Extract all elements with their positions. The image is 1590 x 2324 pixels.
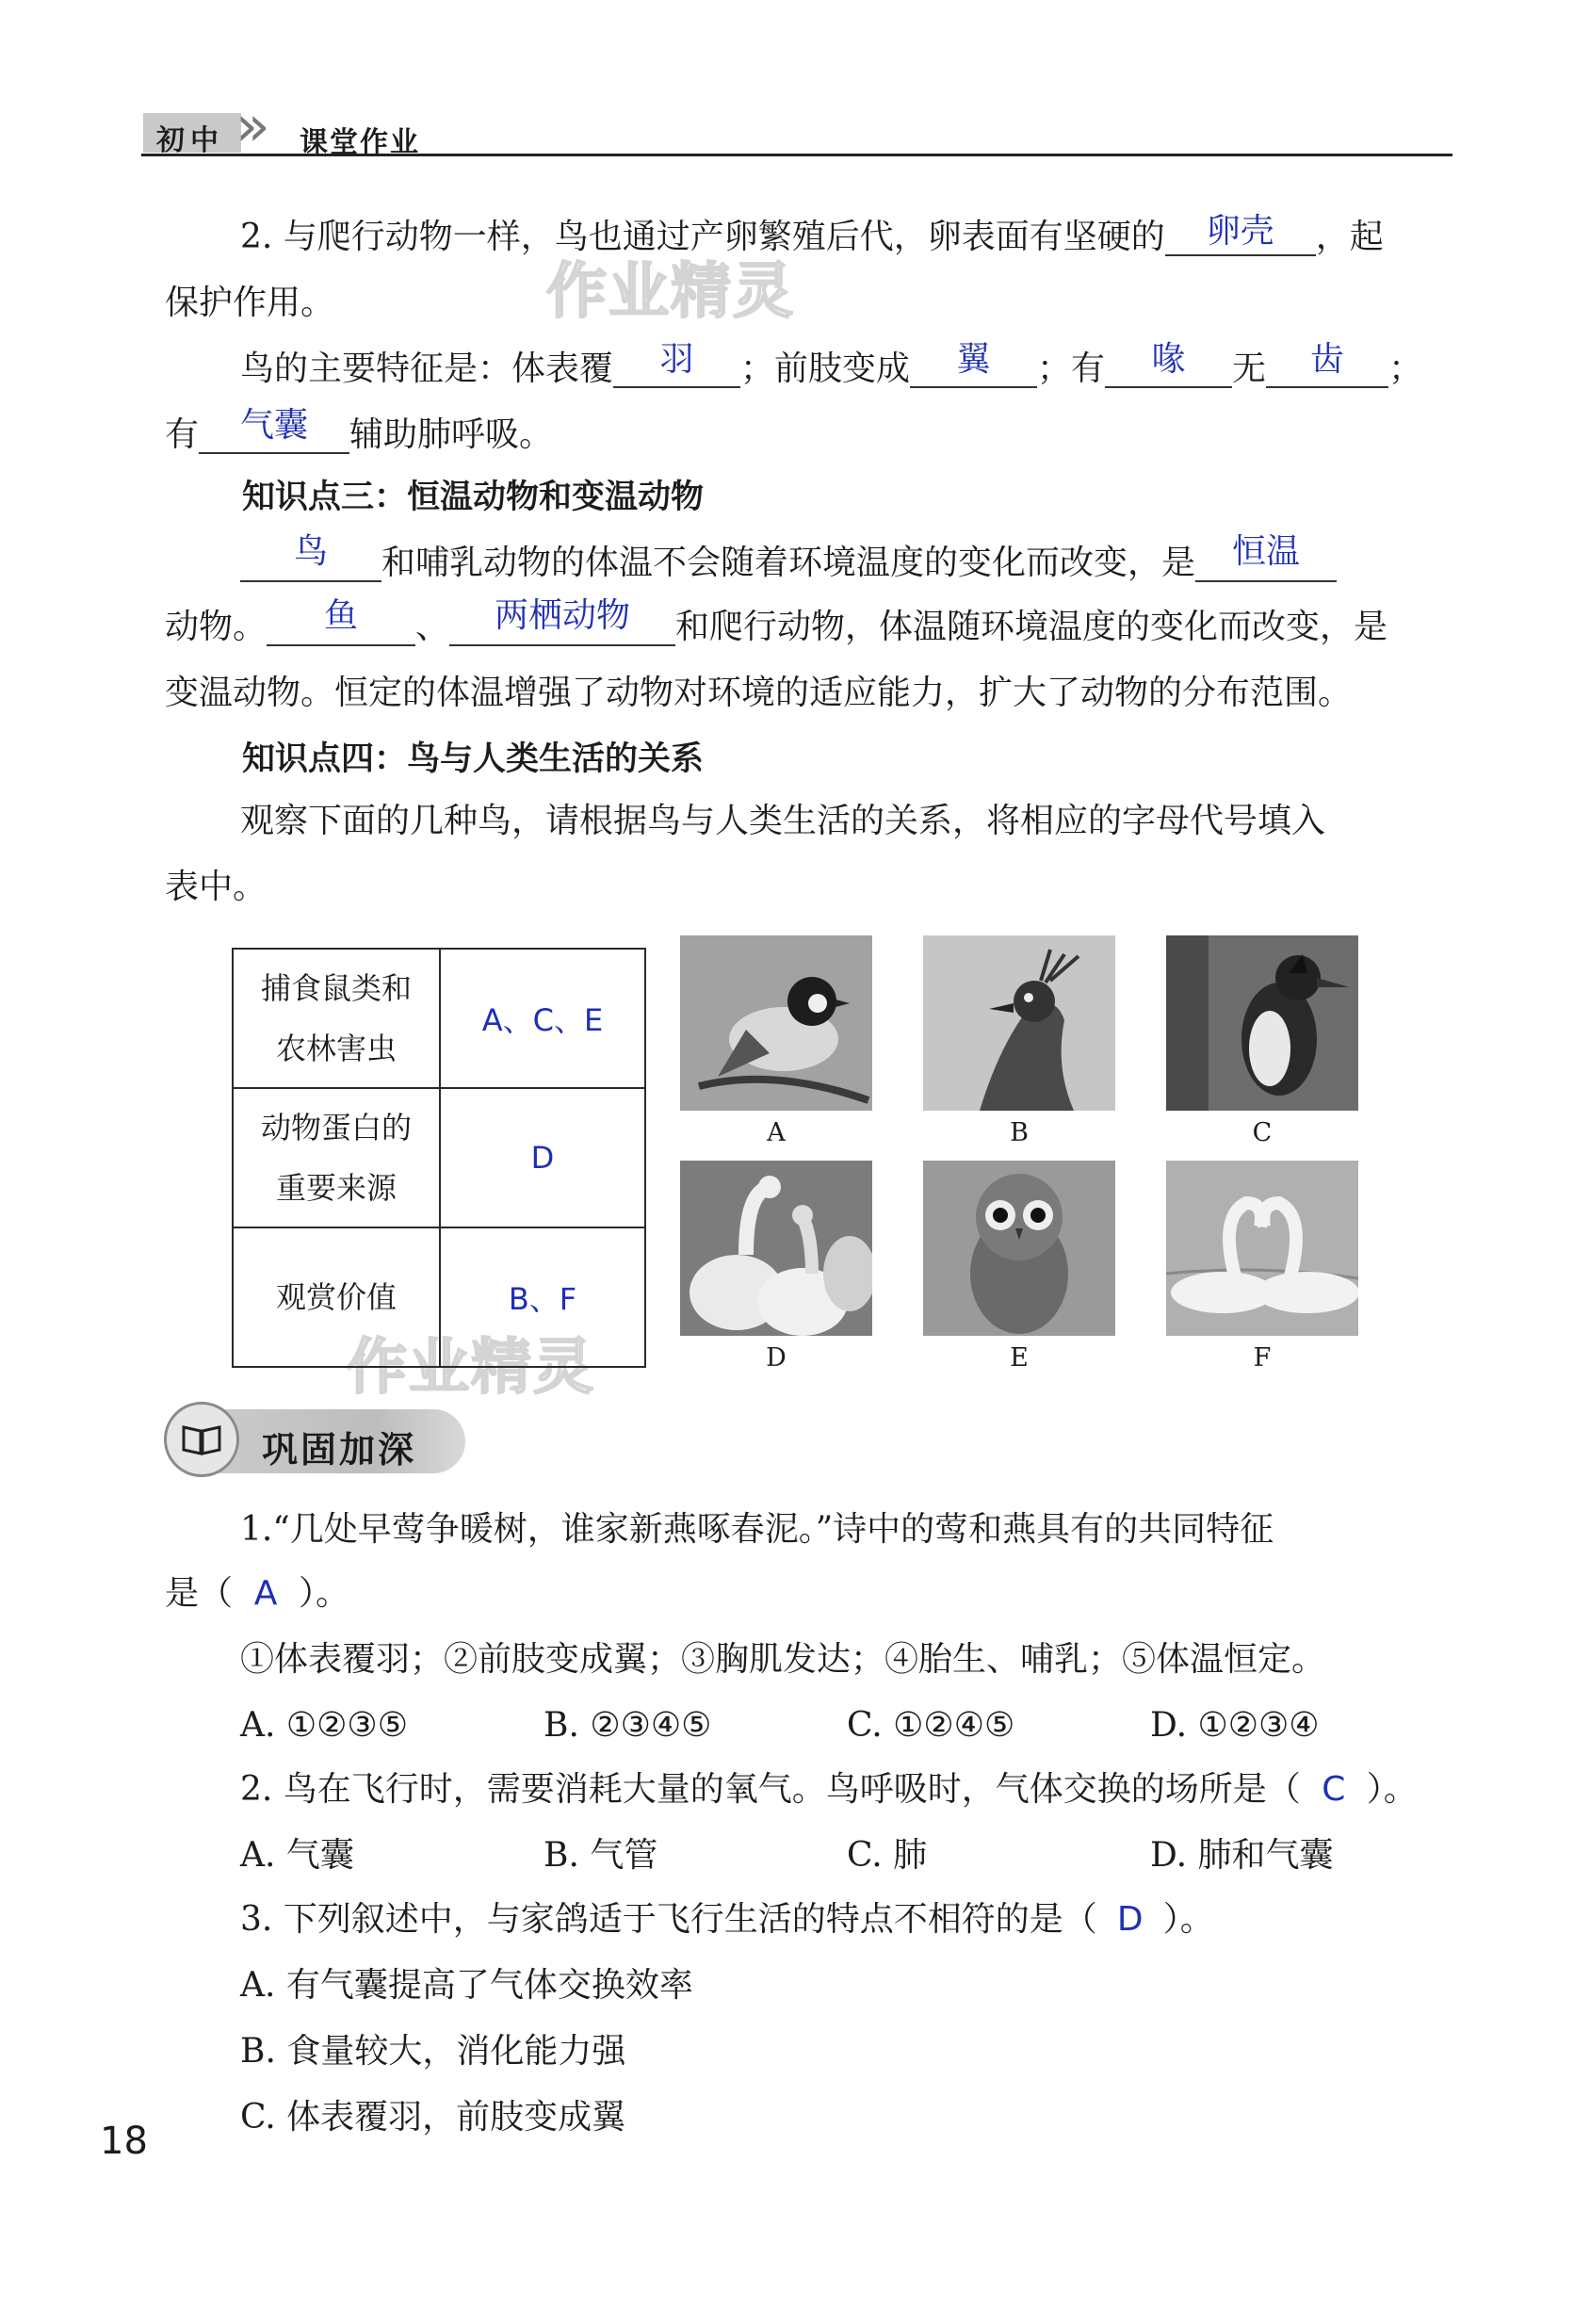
q1-option-b: B. ②③④⑤ (544, 1706, 712, 1745)
table-row (233, 1088, 645, 1227)
photo-caption: D (766, 1343, 787, 1373)
answer-airsac: 气囊 (240, 406, 309, 445)
q1-option-d: D. ①②③④ (1150, 1706, 1320, 1745)
q3-stem: 3. 下列叙述中，与家鸽适于飞行生活的特点不相符的是（ D ）。 (240, 1900, 1214, 1939)
q2-option-d: D. 肺和气囊 (1150, 1836, 1334, 1875)
bird-photo-b (923, 935, 1115, 1111)
para2-line2: 有 气囊 辅助肺呼吸。 (165, 406, 554, 454)
table-row (233, 1227, 645, 1367)
answer-beak: 喙 (1151, 340, 1186, 379)
page-number: 18 (100, 2120, 148, 2163)
table-row-value: B、F (440, 1227, 645, 1367)
answer-fish: 鱼 (324, 596, 359, 635)
table-row (233, 949, 645, 1088)
para2-line1: 鸟的主要特征是：体表覆 羽 ；前肢变成 翼 ；有 喙 无 齿 ； (240, 340, 1423, 388)
q3-option-b: B. 食量较大，消化能力强 (240, 2032, 626, 2071)
q1-line2: 是（ A ）。 (165, 1574, 350, 1613)
q3-answer: D (1116, 1900, 1144, 1939)
kp4-line1: 观察下面的几种鸟，请根据鸟与人类生活的关系，将相应的字母代号填入 (240, 802, 1326, 840)
kp4-line2: 表中。 (165, 868, 268, 906)
watermark: 作业精灵 (347, 1333, 595, 1403)
answer-wing: 翼 (956, 340, 991, 379)
photo-caption: C (1252, 1118, 1273, 1147)
bird-photo-d (680, 1161, 872, 1336)
q1-answer: A (253, 1574, 278, 1613)
q2-stem: 2. 鸟在飞行时，需要消耗大量的氧气。鸟呼吸时，气体交换的场所是（ C ）。 (240, 1770, 1418, 1809)
header-title: 课堂作业 (300, 126, 420, 159)
photo-caption: F (1253, 1343, 1272, 1373)
q2-option-b: B. 气管 (544, 1836, 658, 1875)
kp3-line3: 变温动物。恒定的体温增强了动物对环境的适应能力，扩大了动物的分布范围。 (165, 674, 1353, 712)
relation-table (232, 948, 646, 1368)
answer-endotherm: 恒温 (1232, 532, 1301, 571)
q3-option-a: A. 有气囊提高了气体交换效率 (240, 1966, 693, 2005)
table-row-value: A、C、E (440, 949, 645, 1088)
q1-line1: 1.“几处早莺争暖树，谁家新燕啄春泥。”诗中的莺和燕具有的共同特征 (240, 1510, 1274, 1549)
bird-photo-a (680, 935, 872, 1111)
kp3-line2: 动物。 鱼 、 两栖动物 和爬行动物，体温随环境温度的变化而改变，是 (165, 596, 1388, 646)
answer-amphibian: 两栖动物 (495, 596, 631, 635)
bird-photo-f (1166, 1161, 1358, 1336)
answer-teeth: 齿 (1310, 340, 1345, 379)
answer-eggshell: 卵壳 (1206, 212, 1274, 251)
table-row-label: 动物蛋白的 重要来源 (233, 1088, 440, 1227)
book-icon (164, 1402, 239, 1477)
photo-caption: B (1010, 1118, 1029, 1147)
bird-photo-c (1166, 935, 1358, 1111)
q1-statements: ①体表覆羽；②前肢变成翼；③胸肌发达；④胎生、哺乳；⑤体温恒定。 (240, 1640, 1326, 1679)
photo-caption: E (1010, 1343, 1029, 1373)
kp4-title: 知识点四：鸟与人类生活的关系 (242, 740, 705, 778)
q2-option-c: C. 肺 (847, 1836, 928, 1875)
kp3-title: 知识点三：恒温动物和变温动物 (242, 479, 705, 516)
watermark: 作业精灵 (546, 257, 795, 327)
q1-option-a: A. ①②③⑤ (240, 1706, 408, 1745)
answer-bird: 鸟 (293, 532, 328, 571)
photo-caption: A (767, 1118, 786, 1147)
header-level: 初中 (156, 124, 224, 157)
table-row-label: 观赏价值 (233, 1227, 440, 1367)
q3-option-c: C. 体表覆羽，前肢变成翼 (240, 2098, 626, 2137)
answer-feather: 羽 (659, 340, 694, 379)
table-row-label: 捕食鼠类和 农林害虫 (233, 949, 440, 1088)
q2-option-a: A. 气囊 (240, 1836, 354, 1875)
kp3-line1: 鸟 和哺乳动物的体温不会随着环境温度的变化而改变，是 恒温 (240, 544, 1337, 582)
q2-answer: C (1322, 1770, 1346, 1809)
para1-line2: 保护作用。 (165, 284, 335, 322)
header-rule (141, 154, 1452, 156)
table-row-value: D (440, 1088, 645, 1227)
chevron-right-icon: » (235, 93, 270, 159)
para1-line1: 2. 与爬行动物一样，鸟也通过产卵繁殖后代，卵表面有坚硬的 卵壳 ，起 (240, 212, 1384, 256)
header-level-tag (143, 113, 241, 157)
q1-option-c: C. ①②④⑤ (847, 1706, 1015, 1745)
bird-photo-e (923, 1161, 1115, 1336)
section-title: 巩固加深 (262, 1429, 417, 1471)
